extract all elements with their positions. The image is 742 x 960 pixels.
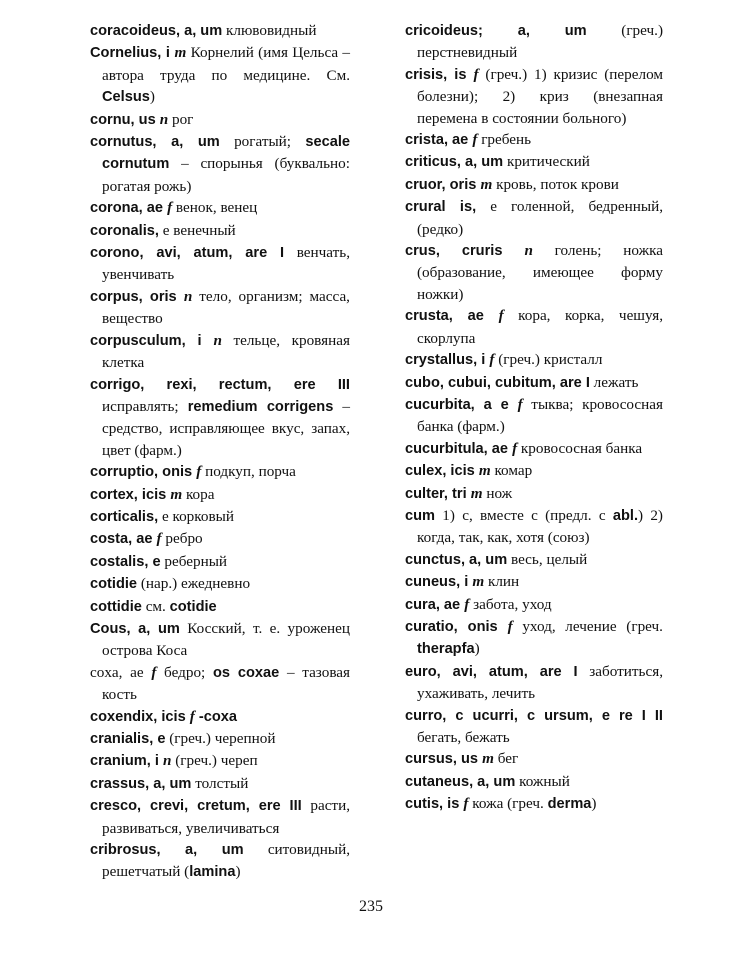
dictionary-entry [405,705,663,749]
gender-mark: m [470,484,483,502]
dictionary-entry [405,483,663,505]
dictionary-entry [405,151,663,173]
latin-term: secale cornutum [102,134,350,173]
definition-text: гребень [477,131,532,149]
definition-text: заботиться, ухаживать, лечить [417,662,663,703]
dictionary-entry [405,505,663,549]
gender-mark: n [183,287,193,305]
left-column [90,20,350,884]
latin-term: derma [547,796,592,813]
gender-mark: f [464,595,470,613]
gender-mark: f [473,65,479,83]
latin-term: cucurbita, a e [405,396,518,413]
dictionary-entry [90,662,350,706]
latin-term: lamina [189,864,236,881]
definition-text: см. [141,597,170,615]
definition-text: критический [503,153,590,171]
dictionary-entry [90,109,350,131]
latin-term: coxendix, icis [90,708,190,725]
dictionary-entry [90,573,350,595]
definition-text: тельце, кровяная клетка [102,331,350,372]
definition-text: 1) с, вместе с (предл. с [435,506,613,524]
dictionary-entry [405,549,663,571]
definition-text: венок, венец [172,199,258,217]
dictionary-entry [405,594,663,616]
dictionary-entry [90,618,350,662]
gender-mark: m [472,573,485,591]
latin-term: cornutus, a, um [90,134,220,151]
latin-term: cutaneus, a, um [405,773,516,790]
definition-text: рогатый; [219,133,306,151]
latin-term: cotidie [169,598,217,615]
gender-mark: f [189,707,195,725]
definition-text: бегать, бежать [417,729,510,746]
definition-text: весь, целый [507,550,588,568]
dictionary-entry [405,616,663,661]
latin-term: crassus, a, um [90,775,192,792]
definition-text: e корковый [158,507,234,525]
latin-term: corpus, oris [90,288,184,305]
dictionary-entry [90,484,350,506]
dictionary-entry [90,286,350,330]
definition-text: (греч.) череп [171,752,258,770]
latin-term: crystallus, i [405,352,490,369]
definition-text: тело, организм; масса, вещество [102,287,350,328]
dictionary-entry [90,220,350,242]
gender-mark: f [463,795,469,813]
dictionary-entry [90,20,350,42]
gender-mark: f [156,530,162,548]
latin-term: cricoideus; a, um [405,23,587,39]
gender-mark: m [478,462,491,480]
dictionary-entry [90,506,350,528]
latin-term: culter, tri [405,485,471,502]
definition-text: рог [168,110,194,128]
definition-text: – тазовая кость [102,663,351,704]
gender-mark: f [151,663,157,681]
latin-term: crisis, is [405,66,474,83]
dictionary-entry [90,773,350,795]
gender-mark: f [512,439,518,457]
latin-term: cura, ae [405,596,465,613]
dictionary-entry [405,571,663,593]
definition-text: e венечный [158,221,236,239]
definition-text: – спорынья (буквально: рогатая рожь) [102,155,350,195]
dictionary-entry [405,174,663,196]
definition-text: (греч.) кристалл [494,351,603,369]
dictionary-entry [90,42,350,108]
dictionary-entry [405,372,663,394]
definition-text: (греч.) 1) кризис (перелом болезни); 2) криз (внезапная перемена в состоянии больного) [417,65,663,127]
latin-term: euro, avi, atum, are I [405,663,578,680]
dictionary-entry [405,438,663,460]
definition-text: e голенной, бедренный, (редко) [417,198,664,238]
page-number: 235 [359,898,383,915]
definition-text: (греч.) черепной [165,730,276,747]
definition-text: бег [493,750,519,768]
gender-mark: n [163,752,172,770]
latin-term: cranium, i [90,753,163,770]
dictionary-entry [90,728,350,750]
latin-term: crural is, [405,199,477,216]
latin-term: cruor, oris [405,176,481,193]
latin-term: cuneus, i [405,574,473,591]
dictionary-entry [90,197,350,219]
definition-text: подкуп, порча [201,463,296,481]
definition-text: толстый [191,774,249,792]
latin-term: curro, c ucurri, c ursum, e re I II [405,707,663,724]
gender-mark: f [472,131,478,149]
latin-term: cubo, cubui, cubitum, are I [405,374,590,391]
latin-term: coronalis, [90,222,159,239]
definition-text: ) [235,863,241,881]
definition-text: реберный [160,552,228,570]
dictionary-entry [90,551,350,573]
gender-mark: f [498,307,504,325]
dictionary-entry [405,129,663,151]
definition-text: ситовидный, решетчатый ( [102,841,350,881]
latin-term: corono, avi, atum, are I [90,245,285,262]
latin-term: corticalis, [90,508,159,525]
latin-term: remedium corrigens [187,398,334,415]
dictionary-entry [405,20,663,64]
latin-term: os coxae [212,664,280,681]
gender-mark: f [489,351,495,369]
latin-term: cornu, us [90,111,160,128]
definition-text: исправлять; [102,397,188,415]
latin-term: cortex, icis [90,486,171,503]
gender-mark: f [196,463,202,481]
definition-text: клювовидный [222,22,317,39]
latin-term: crusta, ae [405,308,499,325]
latin-term: corrigo, rexi, rectum, ere III [90,376,350,393]
dictionary-entry [405,661,663,705]
definition-text: coxa, ae [90,663,152,681]
definition-text: бедро; [156,663,213,681]
definition-text: венчать, увенчивать [102,244,350,284]
dictionary-entry [90,528,350,550]
latin-term: Celsus [102,89,150,106]
definition-text: нож [482,484,513,502]
latin-term: costa, ae [90,531,157,548]
definition-text: (нар.) ежедневно [137,575,251,593]
dictionary-entry [90,596,350,618]
definition-text: (греч.) перстневидный [417,22,663,62]
dictionary-entry [90,461,350,483]
dictionary-entry [405,394,663,438]
gender-mark: m [174,44,187,62]
latin-term: corruptio, onis [90,464,197,481]
definition-text: – средство, исправляющее вкус, запах, цвет (фарм.) [102,397,350,459]
latin-term: cursus, us [405,751,483,768]
latin-term: corona, ae [90,200,168,217]
gender-mark: n [524,242,533,260]
dictionary-entry [90,795,350,839]
definition-text: ) [591,795,597,813]
gender-mark: f [517,395,523,413]
latin-term: abl. [612,507,638,524]
latin-term: culex, icis [405,463,479,480]
definition-text: уход, лечение (греч. [512,617,663,635]
latin-term: cunctus, a, um [405,551,508,568]
gender-mark: m [170,485,183,503]
latin-term: therapfa [417,641,475,658]
gender-mark: m [480,175,493,193]
definition-text: забота, уход [469,595,552,613]
definition-text: лежать [589,373,639,391]
latin-term: curatio, onis [405,618,508,635]
definition-text: кожный [515,772,570,790]
latin-term: criticus, a, um [405,154,504,171]
dictionary-entry [405,196,663,240]
gender-mark: n [213,331,222,349]
latin-term: Cornelius, i [90,45,175,62]
dictionary-entry [405,748,663,770]
definition-text: ) 2) когда, так, как, хотя (союз) [417,506,663,547]
latin-term: cribrosus, a, um [90,842,244,859]
latin-term: cotidie [90,576,138,593]
dictionary-entry [90,374,350,462]
definition-text: ) [474,640,480,658]
dictionary-entry [405,793,663,815]
definition-text: ребро [161,530,203,548]
dictionary-entry [405,349,663,371]
latin-term: cranialis, e [90,731,166,747]
latin-term: -coxa [194,708,238,725]
latin-term: cucurbitula, ae [405,440,513,457]
dictionary-entry [405,460,663,482]
right-column [405,20,663,816]
dictionary-entry [90,330,350,374]
definition-text: кожа (греч. [468,795,548,813]
definition-text: комар [490,462,533,480]
latin-term: corpusculum, i [90,332,214,349]
definition-text: клин [484,573,520,591]
latin-term: cottidie [90,598,142,615]
gender-mark: m [482,750,494,768]
dictionary-entry [405,64,663,129]
latin-term: costalis, e [90,553,161,570]
latin-term: cresco, crevi, cretum, ere III [90,798,302,815]
dictionary-entry [405,305,663,349]
latin-term: crus, cruris [405,243,525,260]
gender-mark: f [507,617,513,635]
dictionary-entry [405,240,663,305]
gender-mark: f [167,199,173,217]
dictionary-entry [90,242,350,286]
definition-text: Корнелий (имя Цельса – автора труда по медицине. См. [102,44,350,84]
latin-term: cutis, is [405,796,464,813]
latin-term: Cous, a, um [90,620,180,637]
definition-text: кровь, поток крови [492,175,619,193]
dictionary-entry [90,750,350,772]
definition-text: расти, развиваться, увеличиваться [102,797,350,837]
definition-text: кора [182,485,215,503]
definition-text: тыква; кровососная банка (фарм.) [417,395,663,436]
definition-text: кора, корка, чешуя, скорлупа [417,307,664,347]
gender-mark: n [159,110,169,128]
dictionary-entry [90,131,350,197]
definition-text: Косский, т. е. уроженец острова Коса [102,619,350,660]
dictionary-entry [90,839,350,884]
definition-text: кровососная банка [517,439,643,457]
definition-text: ) [149,88,155,106]
latin-term: coracoideus, a, um [90,23,223,39]
dictionary-entry [405,771,663,793]
latin-term: cum [405,507,436,524]
definition-text: голень; ножка (образование, имеющее форму ножки) [417,242,663,303]
dictionary-entry [90,706,350,728]
latin-term: crista, ae [405,132,473,149]
